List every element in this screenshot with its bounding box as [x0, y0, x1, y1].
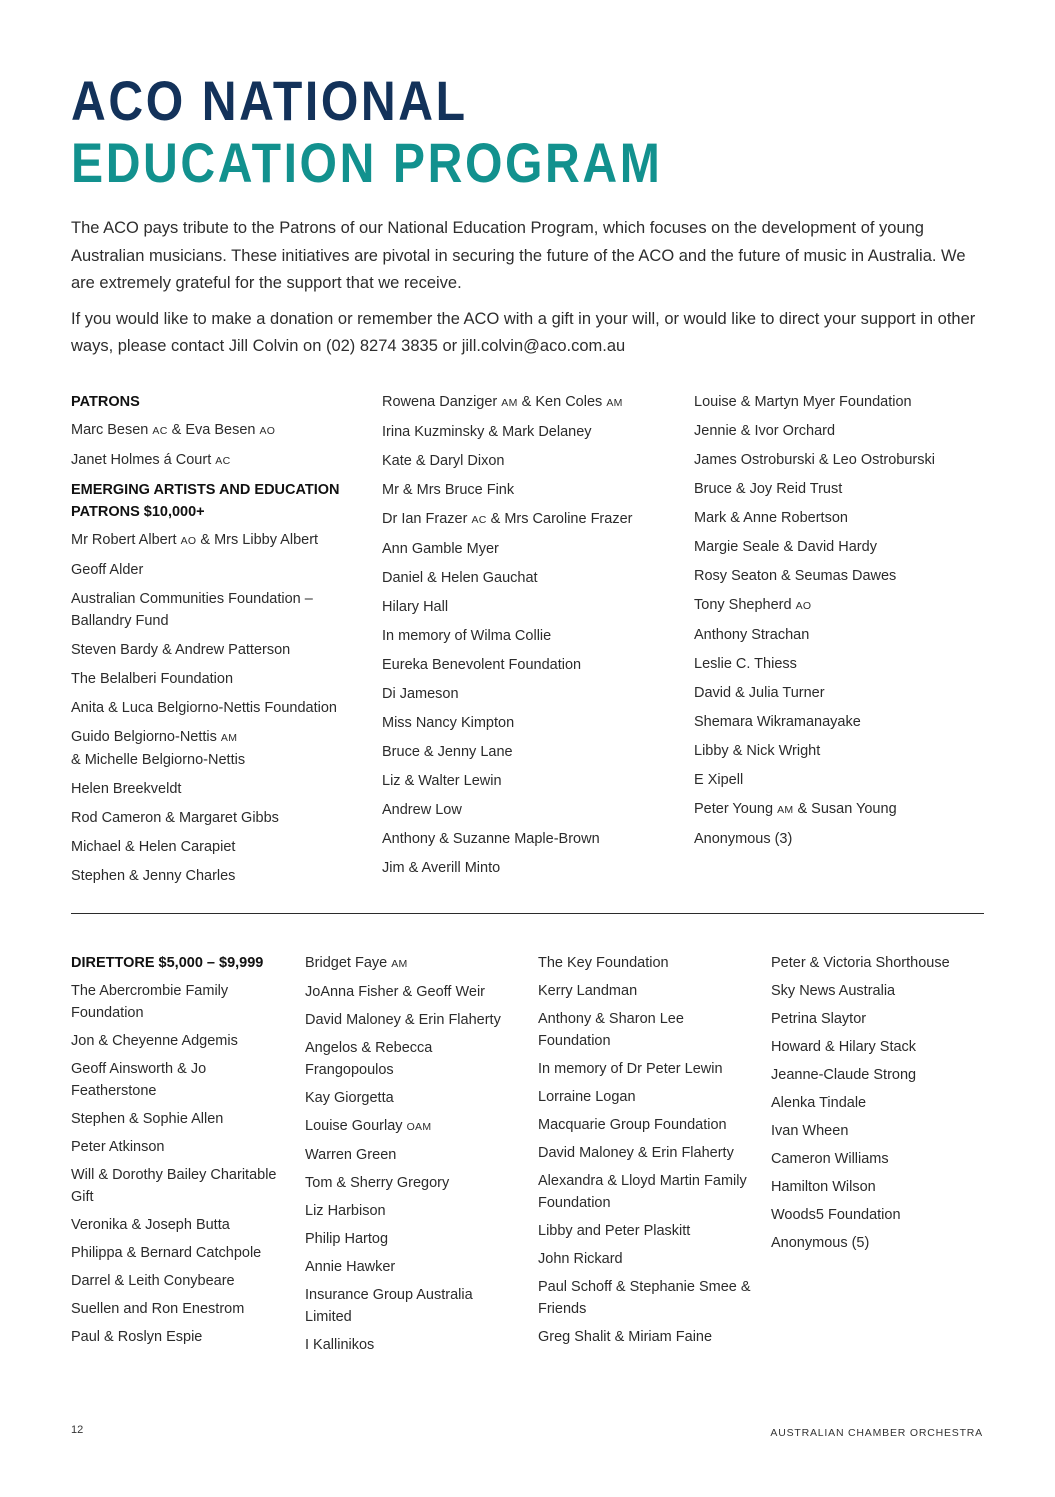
donor-name: Mark & Anne Robertson [694, 510, 848, 526]
donor-name: David Maloney & Erin Flaherty [305, 1012, 501, 1028]
donor-entry [382, 857, 672, 879]
donor-entry [694, 682, 984, 704]
donor-name: Anonymous (3) [694, 831, 793, 847]
donor-entry [538, 1008, 753, 1052]
donor-entry [71, 1058, 281, 1102]
donor-entry [305, 1284, 520, 1328]
donor-entry [538, 1170, 753, 1214]
donor-entry [71, 980, 281, 1024]
donor-name: In memory of Wilma Collie [382, 628, 552, 644]
donor-entry [71, 449, 356, 472]
donor-name: Mr Robert Albert [71, 532, 181, 548]
section-divider [71, 913, 984, 914]
donor-name: Cameron Williams [771, 1151, 889, 1167]
donor-name: Darrel & Leith Conybeare [71, 1273, 235, 1289]
donor-entry [694, 653, 984, 675]
donor-entry [71, 1242, 281, 1264]
donor-entry [71, 1030, 281, 1052]
donor-entry [305, 1009, 520, 1031]
donor-entry [305, 1037, 520, 1081]
donor-name: Guido Belgiorno-Nettis [71, 729, 221, 745]
title-line-2: EDUCATION PROGRAM [71, 131, 663, 194]
donor-name: Shemara Wikramanayake [694, 714, 861, 730]
donor-name: & Susan Young [793, 801, 897, 817]
donor-name: Peter Atkinson [71, 1139, 165, 1155]
donor-entry [71, 726, 356, 771]
donor-entry [71, 697, 356, 719]
honour-postnominal: AM [220, 732, 238, 744]
honour-postnominal: AM [606, 397, 623, 409]
donor-entry [305, 1172, 520, 1194]
donor-entry [694, 828, 984, 850]
donor-name: Di Jameson [382, 686, 459, 702]
honour-postnominal: AC [215, 455, 231, 467]
donor-name: Leslie C. Thiess [694, 656, 797, 672]
donor-name: James Ostroburski & Leo Ostroburski [694, 452, 935, 468]
donor-name: Peter & Victoria Shorthouse [771, 955, 950, 971]
donor-name: Hamilton Wilson [771, 1179, 876, 1195]
donor-entry [71, 807, 356, 829]
honour-postnominal: AO [795, 600, 812, 612]
donor-name: Jennie & Ivor Orchard [694, 423, 836, 439]
donor-entry [538, 1086, 753, 1108]
donor-entry [694, 565, 984, 587]
donor-entry [71, 1136, 281, 1158]
donor-name: Bridget Faye [305, 955, 392, 971]
donor-name: Anita & Luca Belgiorno-Nettis Foundation [71, 700, 337, 716]
donor-entry [694, 507, 984, 529]
donor-entry [771, 952, 986, 974]
donor-entry [305, 1228, 520, 1250]
honour-postnominal: AM [391, 958, 408, 970]
donor-name: Woods5 Foundation [771, 1207, 901, 1223]
donor-name: E Xipell [694, 772, 744, 788]
honour-postnominal: AC [471, 514, 487, 526]
donor-name: Rod Cameron & Margaret Gibbs [71, 810, 279, 826]
donor-name: Suellen and Ron Enestrom [71, 1301, 245, 1317]
donor-entry [305, 981, 520, 1003]
donor-name: Jeanne-Claude Strong [771, 1067, 917, 1083]
donor-name: The Key Foundation [538, 955, 669, 971]
donor-name: Annie Hawker [305, 1259, 396, 1275]
donor-name: & Mrs Libby Albert [196, 532, 319, 548]
donor-name: Jon & Cheyenne Adgemis [71, 1033, 238, 1049]
donor-entry [382, 567, 672, 589]
donor-name: Peter Young [694, 801, 778, 817]
donor-entry [694, 798, 984, 821]
donor-entry [305, 1200, 520, 1222]
donor-name: Rowena Danziger [382, 394, 502, 410]
donor-name: Insurance Group Australia Limited [305, 1287, 473, 1325]
donor-name: Margie Seale & David Hardy [694, 539, 877, 555]
patrons-column-1 [71, 391, 356, 894]
donor-entry [382, 596, 672, 618]
intro-paragraph-1: The ACO pays tribute to the Patrons of our National Education Program, which focuses on the development of young Australian musicians. These initiatives are pivotal in securing the future of the ACO and the future of music in Australia. We are extremely grateful for the support that we receive. [71, 219, 966, 292]
donor-name: Eureka Benevolent Foundation [382, 657, 582, 673]
donor-name: Howard & Hilary Stack [771, 1039, 917, 1055]
donor-name: Andrew Low [382, 802, 462, 818]
emerging-patrons-heading: EMERGING ARTISTS AND EDUCATION PATRONS $10,000+ [71, 482, 340, 520]
page-title [71, 70, 662, 194]
donor-entry [771, 980, 986, 1002]
donor-entry [694, 536, 984, 558]
donor-name: Bruce & Jenny Lane [382, 744, 513, 760]
donor-name: Helen Breekveldt [71, 781, 182, 797]
donor-entry [538, 980, 753, 1002]
donor-entry [771, 1036, 986, 1058]
donor-name: & Mrs Caroline Frazer [486, 511, 633, 527]
donor-entry [71, 529, 356, 552]
donor-name: Anthony Strachan [694, 627, 810, 643]
donor-name: Kay Giorgetta [305, 1090, 394, 1106]
donor-name: Marc Besen [71, 422, 153, 438]
donor-name: Janet Holmes á Court [71, 452, 216, 468]
donor-entry [694, 769, 984, 791]
donor-name: Sky News Australia [771, 983, 896, 999]
donor-entry [538, 952, 753, 974]
donor-name: Liz Harbison [305, 1203, 386, 1219]
donor-name: Kate & Daryl Dixon [382, 453, 505, 469]
donor-entry [382, 391, 672, 414]
donor-name: Philip Hartog [305, 1231, 389, 1247]
donor-name: & Eva Besen [167, 422, 260, 438]
emerging-column-3 [694, 391, 984, 857]
donor-name: Geoff Ainsworth & Jo Featherstone [71, 1061, 207, 1099]
donor-entry [71, 865, 356, 887]
intro-text [71, 215, 986, 369]
donor-name: JoAnna Fisher & Geoff Weir [305, 984, 485, 1000]
donor-name: Stephen & Jenny Charles [71, 868, 236, 884]
donor-entry [305, 1144, 520, 1166]
donor-name: Tom & Sherry Gregory [305, 1175, 450, 1191]
donor-name: Kerry Landman [538, 983, 638, 999]
donor-name: Philippa & Bernard Catchpole [71, 1245, 262, 1261]
donor-entry [694, 478, 984, 500]
donor-name: Bruce & Joy Reid Trust [694, 481, 843, 497]
donor-name: I Kallinikos [305, 1337, 375, 1353]
donor-entry [382, 828, 672, 850]
donor-entry [71, 1164, 281, 1208]
donor-entry [694, 624, 984, 646]
donor-entry [305, 952, 520, 975]
donor-name: Anonymous (5) [771, 1235, 870, 1251]
donor-name: Jim & Averill Minto [382, 860, 501, 876]
donor-entry [538, 1276, 753, 1320]
donor-name: Stephen & Sophie Allen [71, 1111, 224, 1127]
donor-name: Alexandra & Lloyd Martin Family Foundation [538, 1173, 747, 1211]
donor-name: Michael & Helen Carapiet [71, 839, 236, 855]
donor-entry [382, 654, 672, 676]
donor-name: & Ken Coles [517, 394, 607, 410]
patrons-heading: PATRONS [71, 394, 140, 410]
donor-entry [538, 1142, 753, 1164]
donor-name: Geoff Alder [71, 562, 144, 578]
donor-entry [305, 1087, 520, 1109]
donor-entry [382, 450, 672, 472]
donor-entry [538, 1220, 753, 1242]
donor-name: Louise & Martyn Myer Foundation [694, 394, 912, 410]
donor-name: Greg Shalit & Miriam Faine [538, 1329, 713, 1345]
donor-name: John Rickard [538, 1251, 623, 1267]
donor-name: Paul Schoff & Stephanie Smee & Friends [538, 1279, 751, 1317]
page-number: 12 [71, 1424, 84, 1436]
donor-entry [305, 1115, 520, 1138]
honour-postnominal: AO [180, 535, 197, 547]
donor-name: Dr Ian Frazer [382, 511, 472, 527]
donor-entry [694, 711, 984, 733]
donor-entry [71, 668, 356, 690]
donor-entry [694, 420, 984, 442]
donor-entry [771, 1204, 986, 1226]
donor-name: Libby & Nick Wright [694, 743, 821, 759]
donor-entry [694, 449, 984, 471]
donor-name: David Maloney & Erin Flaherty [538, 1145, 734, 1161]
donor-entry [694, 740, 984, 762]
donor-name: The Belalberi Foundation [71, 671, 234, 687]
donor-entry [71, 639, 356, 661]
donor-name: Louise Gourlay [305, 1118, 407, 1134]
donor-name: Liz & Walter Lewin [382, 773, 502, 789]
honour-postnominal: AM [501, 397, 518, 409]
donor-entry [305, 1334, 520, 1356]
donor-entry [382, 479, 672, 501]
donor-name: Anthony & Suzanne Maple-Brown [382, 831, 600, 847]
donor-name: Hilary Hall [382, 599, 449, 615]
donor-name: Australian Communities Foundation – Ballandry Fund [71, 591, 313, 629]
donor-entry [694, 391, 984, 413]
donor-entry [771, 1176, 986, 1198]
donor-entry [71, 1270, 281, 1292]
publisher-name: AUSTRALIAN CHAMBER ORCHESTRA [770, 1427, 983, 1439]
donor-name: Irina Kuzminsky & Mark Delaney [382, 424, 592, 440]
honour-postnominal: AC [152, 425, 168, 437]
donor-entry [771, 1232, 986, 1254]
donor-entry [771, 1008, 986, 1030]
donor-name: Angelos & Rebecca Frangopoulos [305, 1040, 433, 1078]
donor-entry [382, 508, 672, 531]
title-line-1: ACO NATIONAL [71, 69, 468, 132]
donor-entry [771, 1092, 986, 1114]
donor-entry [538, 1248, 753, 1270]
donor-entry [71, 778, 356, 800]
donor-entry [71, 1108, 281, 1130]
donor-entry [538, 1114, 753, 1136]
donor-name: Veronika & Joseph Butta [71, 1217, 230, 1233]
donor-name: Mr & Mrs Bruce Fink [382, 482, 515, 498]
direttore-heading: DIRETTORE $5,000 – $9,999 [71, 955, 264, 971]
honour-postnominal: AO [259, 425, 276, 437]
donor-entry [71, 1214, 281, 1236]
donor-entry [305, 1256, 520, 1278]
donor-name: Warren Green [305, 1147, 397, 1163]
donor-name: Libby and Peter Plaskitt [538, 1223, 691, 1239]
donor-name: Steven Bardy & Andrew Patterson [71, 642, 291, 658]
donor-entry [71, 559, 356, 581]
donor-entry [382, 741, 672, 763]
honour-postnominal: OAM [406, 1121, 432, 1133]
donor-entry [382, 712, 672, 734]
donor-name: Petrina Slaytor [771, 1011, 867, 1027]
donor-entry [382, 683, 672, 705]
donor-entry [71, 419, 356, 442]
donor-name: Rosy Seaton & Seumas Dawes [694, 568, 897, 584]
direttore-column-2 [305, 952, 520, 1362]
donor-entry [538, 1058, 753, 1080]
donor-name: Daniel & Helen Gauchat [382, 570, 538, 586]
donor-name: & Michelle Belgiorno-Nettis [71, 752, 246, 768]
intro-paragraph-2: If you would like to make a donation or remember the ACO with a gift in your will, or would like to direct your support in other ways, please contact Jill Colvin on (02) 8274 3835 or jill.colvin@aco.com.au [71, 309, 976, 355]
donor-entry [382, 625, 672, 647]
donor-entry [771, 1120, 986, 1142]
direttore-column-4 [771, 952, 986, 1260]
donor-entry [71, 1298, 281, 1320]
donor-name: David & Julia Turner [694, 685, 825, 701]
emerging-column-2 [382, 391, 672, 886]
donor-name: Paul & Roslyn Espie [71, 1329, 203, 1345]
donor-entry [694, 594, 984, 617]
donor-name: Ivan Wheen [771, 1123, 849, 1139]
donor-name: In memory of Dr Peter Lewin [538, 1061, 723, 1077]
donor-name: Lorraine Logan [538, 1089, 636, 1105]
donor-entry [382, 799, 672, 821]
donor-name: Will & Dorothy Bailey Charitable Gift [71, 1167, 277, 1205]
donor-name: The Abercrombie Family Foundation [71, 983, 229, 1021]
direttore-column-1 [71, 952, 281, 1354]
donor-name: Ann Gamble Myer [382, 541, 499, 557]
donor-entry [71, 836, 356, 858]
donor-entry [71, 588, 356, 632]
donor-name: Alenka Tindale [771, 1095, 867, 1111]
donor-entry [771, 1148, 986, 1170]
donor-entry [382, 421, 672, 443]
donor-name: Miss Nancy Kimpton [382, 715, 515, 731]
donor-entry [71, 1326, 281, 1348]
donor-entry [771, 1064, 986, 1086]
donor-name: Anthony & Sharon Lee Foundation [538, 1011, 684, 1049]
direttore-column-3 [538, 952, 753, 1354]
donor-entry [382, 538, 672, 560]
donor-name: Macquarie Group Foundation [538, 1117, 727, 1133]
donor-entry [382, 770, 672, 792]
donor-entry [538, 1326, 753, 1348]
honour-postnominal: AM [777, 804, 794, 816]
donor-name: Tony Shepherd [694, 597, 796, 613]
